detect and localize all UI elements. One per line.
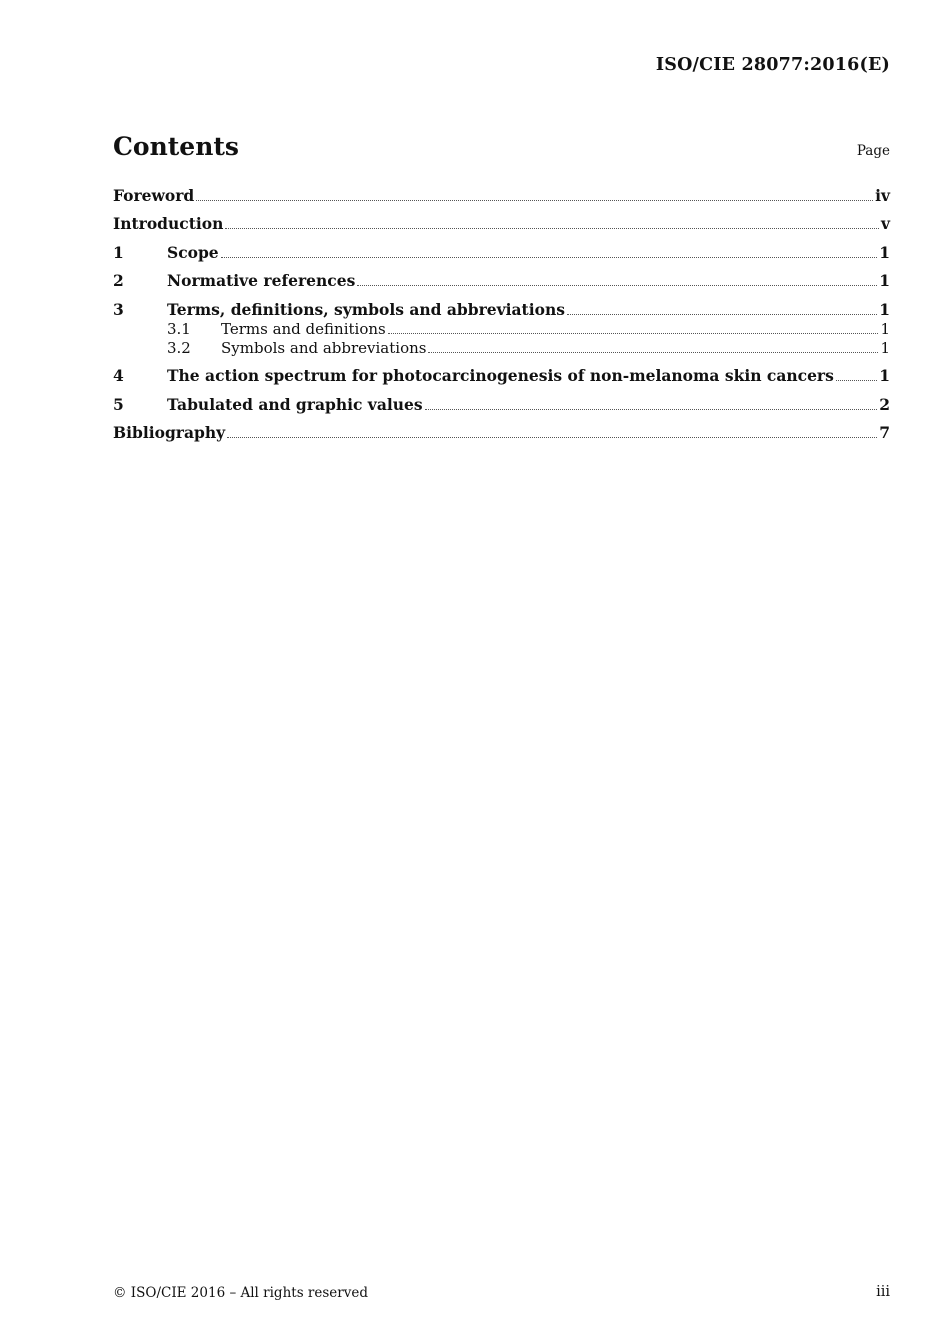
dot-leader	[425, 408, 878, 410]
toc-entry-terms-definitions[interactable]	[113, 300, 890, 319]
toc-entry-number: 3	[113, 300, 124, 319]
toc-entry-label: Foreword	[113, 186, 195, 205]
toc-entry-number: 2	[113, 271, 124, 290]
toc-entry-label: Bibliography	[113, 423, 226, 442]
toc-entry-page: iv	[875, 186, 890, 205]
toc-entry-bibliography[interactable]	[113, 423, 890, 442]
toc-entry-label: Scope	[167, 243, 219, 262]
toc-subentry-terms-and-definitions[interactable]	[167, 320, 890, 338]
document-identifier: ISO/CIE 28077:2016(E)	[655, 55, 890, 75]
toc-entry-action-spectrum[interactable]	[113, 366, 890, 385]
toc-entry-label: Symbols and abbreviations	[221, 339, 427, 357]
toc-subentry-symbols-abbreviations[interactable]	[167, 339, 890, 357]
toc-entry-tabulated-values[interactable]	[113, 395, 890, 414]
toc-entry-label: Tabulated and graphic values	[167, 395, 423, 414]
dot-leader	[227, 436, 877, 438]
dot-leader	[196, 199, 873, 201]
copyright-notice: © ISO/CIE 2016 – All rights reserved	[113, 1285, 368, 1301]
toc-entry-label: The action spectrum for photocarcinogenesis of non-melanoma skin cancers	[167, 366, 834, 385]
toc-entry-foreword[interactable]	[113, 186, 890, 205]
dot-leader	[428, 351, 878, 353]
page-number: iii	[876, 1284, 890, 1300]
dot-leader	[221, 256, 878, 258]
toc-entry-normative-references[interactable]	[113, 271, 890, 290]
toc-entry-label: Terms, definitions, symbols and abbreviations	[167, 300, 565, 319]
page-column-label: Page	[856, 143, 890, 159]
dot-leader	[357, 284, 877, 286]
toc-entry-label: Normative references	[167, 271, 356, 290]
toc-entry-page: 1	[880, 320, 890, 338]
dot-leader	[388, 332, 879, 334]
toc-entry-page: 1	[879, 243, 890, 262]
toc-entry-number: 4	[113, 366, 124, 385]
toc-entry-number: 3.2	[167, 339, 191, 357]
toc-entry-label: Terms and definitions	[221, 320, 386, 338]
toc-entry-page: 1	[879, 271, 890, 290]
toc-entry-introduction[interactable]	[113, 214, 890, 233]
contents-heading: Contents	[113, 132, 240, 161]
toc-entry-page: 1	[879, 300, 890, 319]
dot-leader	[567, 313, 877, 315]
toc-entry-page: 1	[879, 366, 890, 385]
toc-entry-scope[interactable]	[113, 243, 890, 262]
table-of-contents	[113, 0, 890, 460]
dot-leader	[836, 379, 877, 381]
toc-entry-number: 1	[113, 243, 124, 262]
toc-entry-number: 5	[113, 395, 124, 414]
toc-entry-page: 2	[879, 395, 890, 414]
toc-entry-page: v	[880, 214, 890, 233]
toc-entry-label: Introduction	[113, 214, 224, 233]
toc-entry-page: 7	[879, 423, 890, 442]
toc-entry-number: 3.1	[167, 320, 191, 338]
toc-entry-page: 1	[880, 339, 890, 357]
dot-leader	[225, 227, 879, 229]
